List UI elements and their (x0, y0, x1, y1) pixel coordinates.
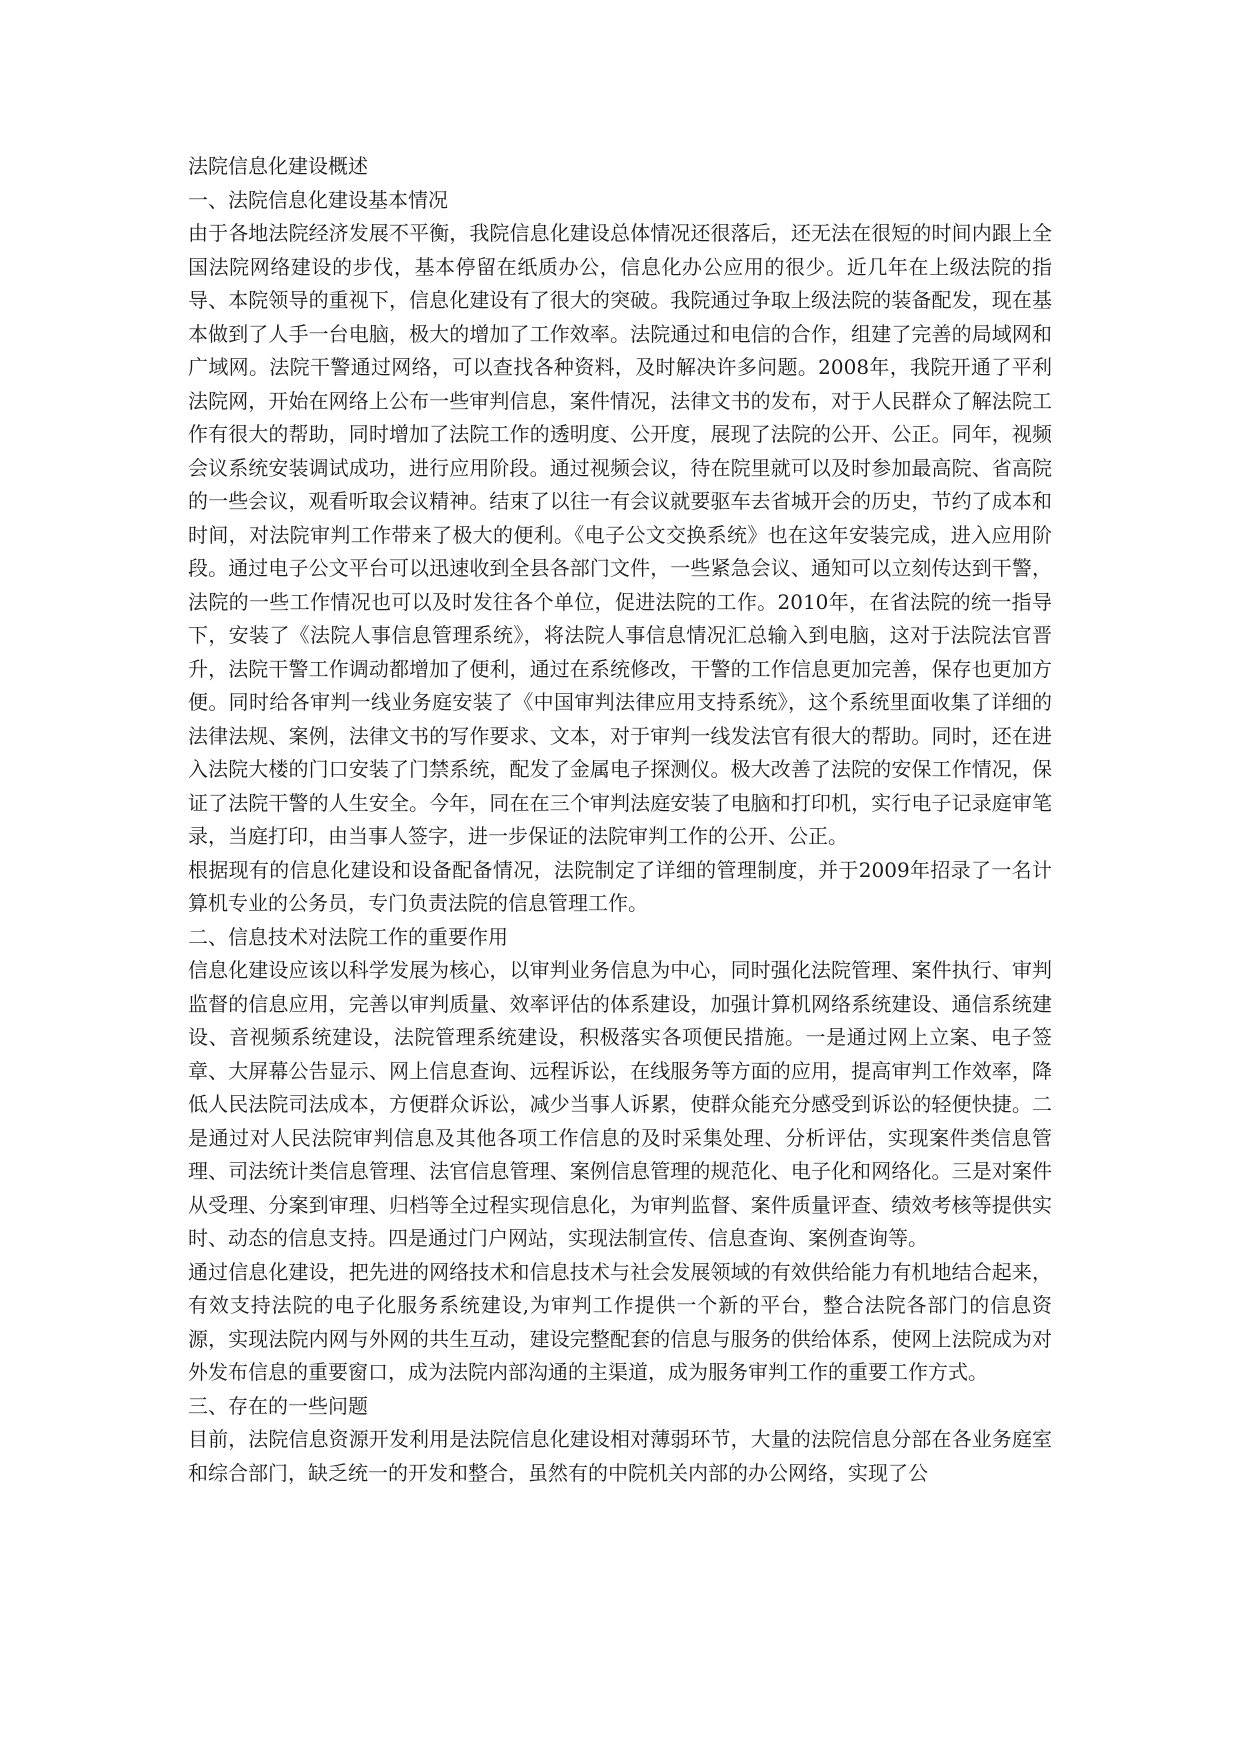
paragraph-2: 根据现有的信息化建设和设备配备情况，法院制定了详细的管理制度，并于2009年招录了一名计算机专业的公务员，专门负责法院的信息管理工作。 (188, 857, 1052, 915)
document-title: 法院信息化建设概述 (188, 154, 368, 178)
paragraph-5: 目前，法院信息资源开发利用是法院信息化建设相对薄弱环节，大量的法院信息分部在各业务庭室和综合部门，缺乏统一的开发和整合，虽然有的中院机关内部的办公网络，实现了公 (188, 1427, 1052, 1485)
paragraph-1: 由于各地法院经济发展不平衡，我院信息化建设总体情况还很落后，还无法在很短的时间内跟上全国法院网络建设的步伐，基本停留在纸质办公，信息化办公应用的很少。近几年在上级法院的指导、本院领导的重视下，信息化建设有了很大的突破。我院通过争取上级法院的装备配发，现在基本做到了人手一台电脑，极大的增加了工作效率。法院通过和电信的合作，组建了完善的局域网和广域网。法院干警通过网络，可以查找各种资料，及时解决许多问题。2008年，我院开通了平利法院网，开始在网络上公布一些审判信息，案件情况，法律文书的发布，对于人民群众了解法院工作有很大的帮助，同时增加了法院工作的透明度、公开度，展现了法院的公开、公正。同年，视频会议系统安装调试成功，进行应用阶段。通过视频会议，待在院里就可以及时参加最高院、省高院的一些会议，观看听取会议精神。结束了以往一有会议就要驱车去省城开会的历史，节约了成本和时间，对法院审判工作带来了极大的便利。《电子公文交换系统》也在这年安装完成，进入应用阶段。通过电子公文平台可以迅速收到全县各部门文件，一些紧急会议、通知可以立刻传达到干警，法院的一些工作情况也可以及时发往各个单位，促进法院的工作。2010年，在省法院的统一指导下，安装了《法院人事信息管理系统》，将法院人事信息情况汇总输入到电脑，这对于法院法官晋升，法院干警工作调动都增加了便利，通过在系统修改，干警的工作信息更加完善，保存也更加方便。同时给各审判一线业务庭安装了《中国审判法律应用支持系统》，这个系统里面收集了详细的法律法规、案例，法律文书的写作要求、文本，对于审判一线发法官有很大的帮助。同时，还在进入法院大楼的门口安装了门禁系统，配发了金属电子探测仪。极大改善了法院的安保工作情况，保证了法院干警的人生安全。今年，同在在三个审判法庭安装了电脑和打印机，实行电子记录庭审笔录，当庭打印，由当事人签字，进一步保证的法院审判工作的公开、公正。 (188, 221, 1052, 848)
paragraph-4: 通过信息化建设，把先进的网络技术和信息技术与社会发展领域的有效供给能力有机地结合起来，有效支持法院的电子化服务系统建设,为审判工作提供一个新的平台，整合法院各部门的信息资源，实现法院内网与外网的共生互动，建设完整配套的信息与服务的供给体系，使网上法院成为对外发布信息的重要窗口，成为法院内部沟通的主渠道，成为服务审判工作的重要工作方式。 (188, 1259, 1052, 1384)
paragraph-3: 信息化建设应该以科学发展为核心，以审判业务信息为中心，同时强化法院管理、案件执行、审判监督的信息应用，完善以审判质量、效率评估的体系建设，加强计算机网络系统建设、通信系统建设、音视频系统建设，法院管理系统建设，积极落实各项便民措施。一是通过网上立案、电子签章、大屏幕公告显示、网上信息查询、远程诉讼，在线服务等方面的应用，提高审判工作效率，降低人民法院司法成本，方便群众诉讼，减少当事人诉累，使群众能充分感受到诉讼的轻便快捷。二是通过对人民法院审判信息及其他各项工作信息的及时采集处理、分析评估，实现案件类信息管理、司法统计类信息管理、法官信息管理、案例信息管理的规范化、电子化和网络化。三是对案件从受理、分案到审理、归档等全过程实现信息化，为审判监督、案件质量评查、绩效考核等提供实时、动态的信息支持。四是通过门户网站，实现法制宣传、信息查询、案例查询等。 (188, 958, 1052, 1250)
document-page (188, 150, 1052, 1490)
section-heading-3: 三、存在的一些问题 (188, 1393, 368, 1418)
section-heading-2: 二、信息技术对法院工作的重要作用 (188, 924, 508, 949)
section-heading-1: 一、法院信息化建设基本情况 (188, 187, 448, 212)
